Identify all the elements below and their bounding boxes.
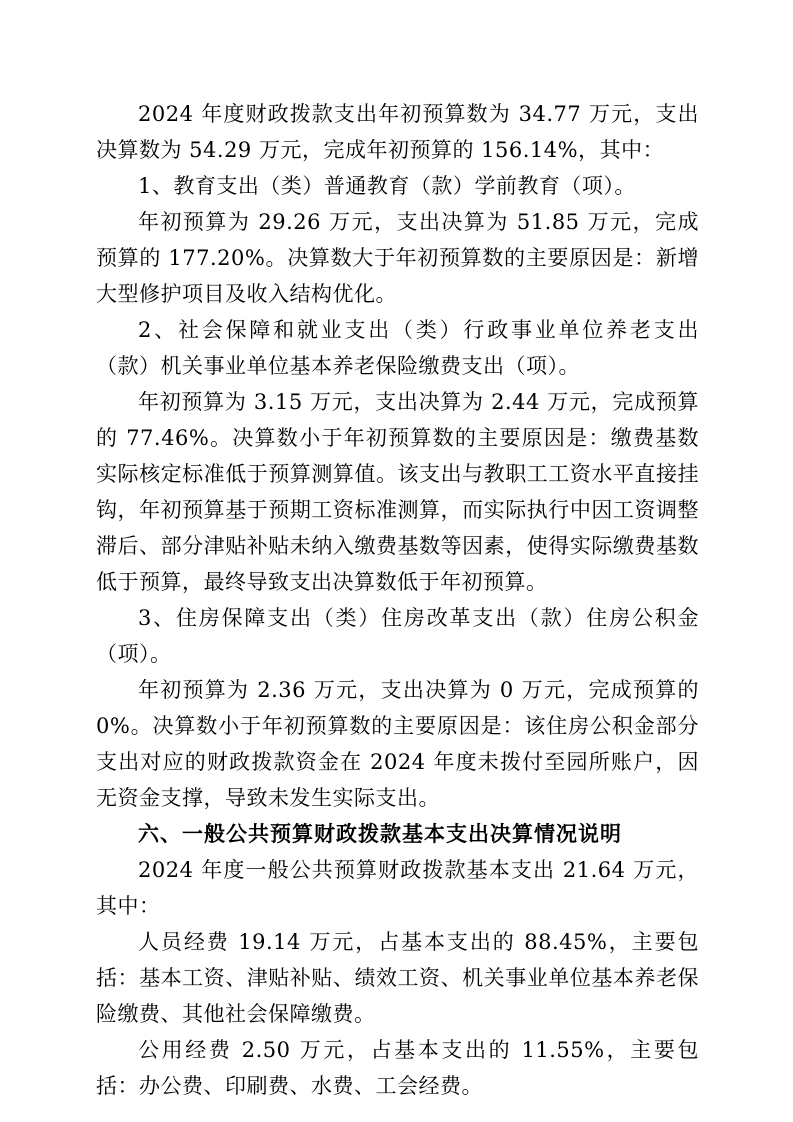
paragraph-item-1-detail: 年初预算为 29.26 万元，支出决算为 51.85 万元，完成预算的 177.20%。决算数大于年初预算数的主要原因是：新增大型修护项目及收入结构优化。	[96, 210, 699, 306]
paragraph-public-expense: 公用经费 2.50 万元，占基本支出的 11.55%，主要包括：办公费、印刷费、水费、工会经费。	[96, 1038, 699, 1098]
paragraph-fiscal-expenditure-summary: 2024 年度财政拨款支出年初预算数为 34.77 万元，支出决算数为 54.29 万元，完成年初预算的 156.14%，其中：	[96, 102, 699, 162]
paragraph-item-3-housing: 3、住房保障支出（类）住房改革支出（款）住房公积金（项）。	[96, 606, 699, 666]
paragraph-personnel-expense: 人员经费 19.14 万元，占基本支出的 88.45%，主要包括：基本工资、津贴补贴、绩效工资、机关事业单位基本养老保险缴费、其他社会保障缴费。	[96, 930, 699, 1026]
paragraph-item-3-detail: 年初预算为 2.36 万元，支出决算为 0 万元，完成预算的 0%。决算数小于年初预算数的主要原因是：该住房公积金部分支出对应的财政拨款资金在 2024 年度未拨付至园所账户，因无资金支撑，导致未发生实际支出。	[96, 678, 699, 810]
document-body	[96, 96, 699, 1104]
paragraph-basic-expenditure-summary: 2024 年度一般公共预算财政拨款基本支出 21.64 万元，其中：	[96, 858, 699, 918]
section-heading-basic-expenditure: 六、一般公共预算财政拨款基本支出决算情况说明	[138, 822, 622, 846]
paragraph-item-1-education: 1、教育支出（类）普通教育（款）学前教育（项）。	[138, 174, 636, 198]
paragraph-item-2-social-security: 2、社会保障和就业支出（类）行政事业单位养老支出（款）机关事业单位基本养老保险缴费支出（项）。	[96, 318, 699, 378]
paragraph-item-2-detail: 年初预算为 3.15 万元，支出决算为 2.44 万元，完成预算的 77.46%。决算数小于年初预算数的主要原因是：缴费基数实际核定标准低于预算测算值。该支出与教职工工资水平直接挂钩，年初预算基于预期工资标准测算，而实际执行中因工资调整滞后、部分津贴补贴未纳入缴费基数等因素，使得实际缴费基数低于预算，最终导致支出决算数低于年初预算。	[96, 390, 699, 594]
